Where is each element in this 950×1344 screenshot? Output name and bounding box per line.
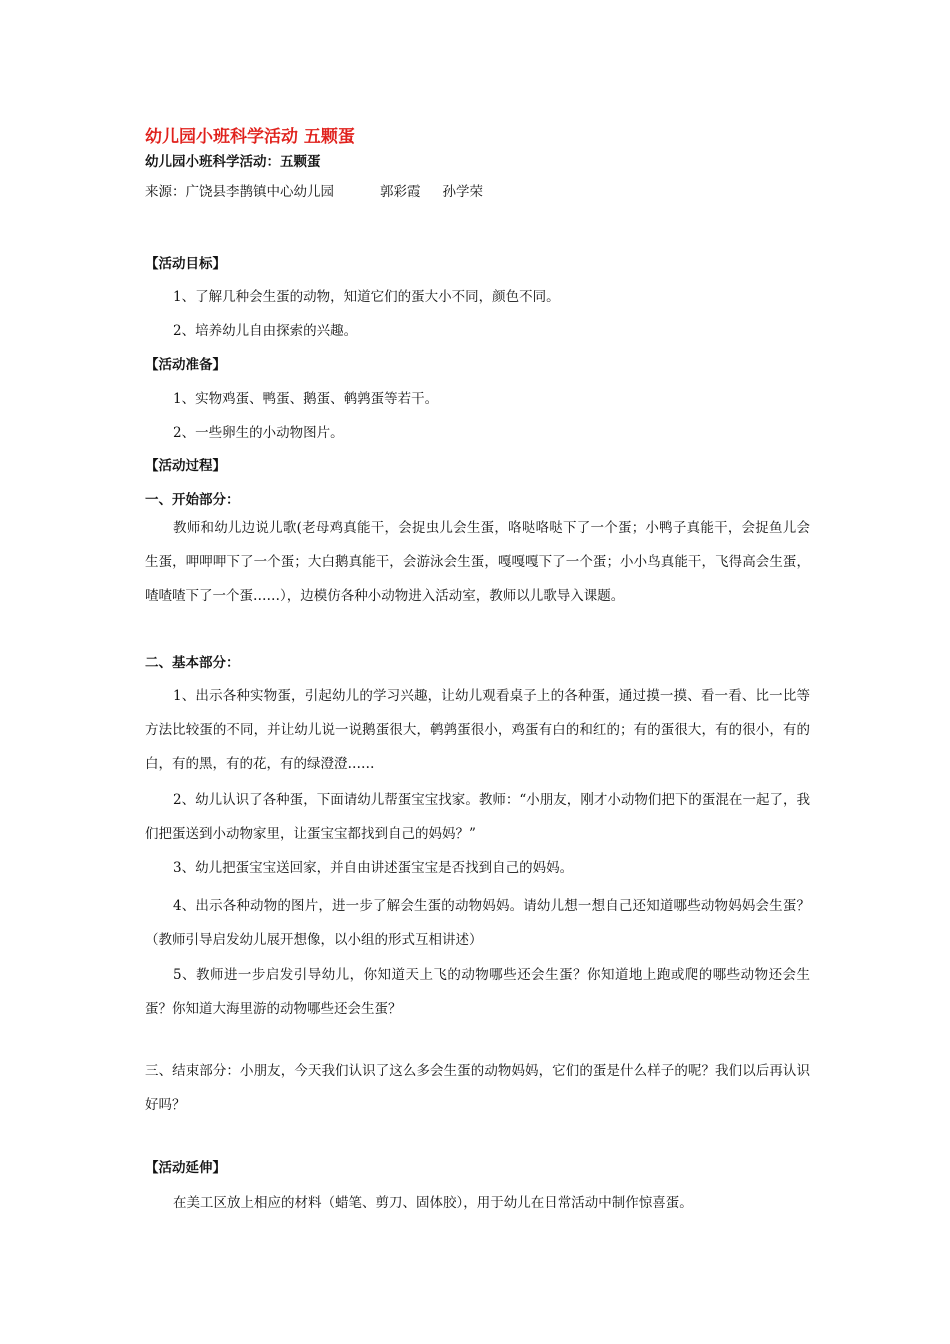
source-label: 来源：广饶县李鹊镇中心幼儿园 xyxy=(145,184,334,200)
step-5-paragraph: 5、教师进一步启发引导幼儿，你知道天上飞的动物哪些还会生蛋？你知道地上跑或爬的哪些动物还会生蛋？你知道大海里游的动物哪些还会生蛋？ xyxy=(145,967,810,1017)
goal-item-2: 2、培养幼儿自由探索的兴趣。 xyxy=(173,323,358,339)
part3-paragraph: 三、结束部分：小朋友，今天我们认识了这么多会生蛋的动物妈妈，它们的蛋是什么样子的呢？我们以后再认识好吗？ xyxy=(145,1063,810,1113)
process-heading: 【活动过程】 xyxy=(145,458,226,474)
goals-heading: 【活动目标】 xyxy=(145,256,226,272)
prep-item-1: 1、实物鸡蛋、鸭蛋、鹅蛋、鹌鹑蛋等若干。 xyxy=(173,391,439,407)
step-1-paragraph: 1、出示各种实物蛋，引起幼儿的学习兴趣，让幼儿观看桌子上的各种蛋，通过摸一摸、看一看、比一比等方法比较蛋的不同，并让幼儿说一说鹅蛋很大，鹌鹑蛋很小，鸡蛋有白的和红的；有的蛋很大，有的很小，有的白，有的黑，有的花，有的绿澄澄…… xyxy=(145,688,810,772)
document-subtitle: 幼儿园小班科学活动：五颗蛋 xyxy=(145,154,321,170)
author-1: 郭彩霞 xyxy=(380,184,421,200)
step-4-paragraph: 4、出示各种动物的图片，进一步了解会生蛋的动物妈妈。请幼儿想一想自己还知道哪些动物妈妈会生蛋？（教师引导启发幼儿展开想像，以小组的形式互相讲述） xyxy=(145,898,810,948)
prep-item-2: 2、一些卵生的小动物图片。 xyxy=(173,425,344,441)
extension-heading: 【活动延伸】 xyxy=(145,1160,226,1176)
step-2-paragraph: 2、幼儿认识了各种蛋，下面请幼儿帮蛋宝宝找家。教师：“小朋友，刚才小动物们把下的蛋混在一起了，我们把蛋送到小动物家里，让蛋宝宝都找到自己的妈妈？” xyxy=(145,792,810,842)
document-title: 幼儿园小班科学活动 五颗蛋 xyxy=(145,127,355,147)
part1-paragraph: 教师和幼儿边说儿歌(老母鸡真能干，会捉虫儿会生蛋，咯哒咯哒下了一个蛋；小鸭子真能干，会捉鱼儿会生蛋，呷呷呷下了一个蛋；大白鹅真能干，会游泳会生蛋，嘎嘎嘎下了一个蛋；小小鸟真能干，飞得高会生蛋，喳喳喳下了一个蛋……），边模仿各种小动物进入活动室，教师以儿歌导入课题。 xyxy=(145,520,810,604)
prep-heading: 【活动准备】 xyxy=(145,357,226,373)
part2-heading: 二、基本部分： xyxy=(145,655,240,671)
step-3-paragraph: 3、幼儿把蛋宝宝送回家，并自由讲述蛋宝宝是否找到自己的妈妈。 xyxy=(173,860,574,876)
part1-heading: 一、开始部分： xyxy=(145,492,240,508)
extension-paragraph: 在美工区放上相应的材料（蜡笔、剪刀、固体胶），用于幼儿在日常活动中制作惊喜蛋。 xyxy=(173,1195,693,1211)
source-line xyxy=(145,182,810,202)
author-2: 孙学荣 xyxy=(442,184,483,200)
goal-item-1: 1、了解几种会生蛋的动物，知道它们的蛋大小不同，颜色不同。 xyxy=(173,289,560,305)
